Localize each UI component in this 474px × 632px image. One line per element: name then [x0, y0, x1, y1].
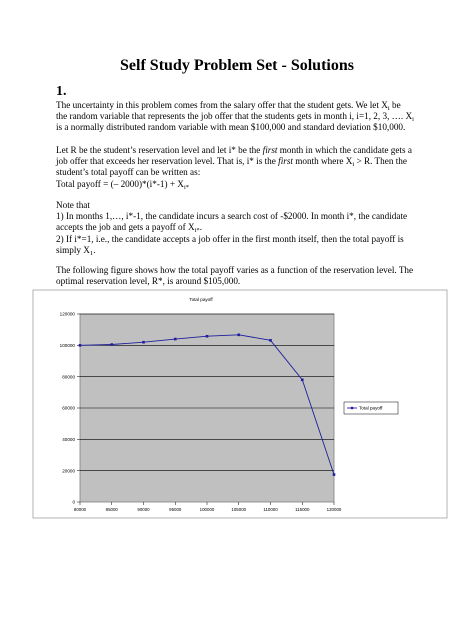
y-tick-label: 40000 [62, 436, 75, 442]
subscript: i [352, 161, 355, 169]
subscript: i [412, 116, 414, 124]
x-tick-label: 110000 [263, 507, 278, 512]
section-number: 1. [56, 84, 67, 99]
text-run: month in which the candidate gets a [277, 145, 412, 155]
data-point [206, 335, 209, 338]
text-line: 2) If i*=1, i.e., the candidate accepts a job offer in the first month itself, then the total payoff is [56, 233, 404, 244]
text-line [56, 156, 431, 167]
paragraph-figure-intro [56, 265, 431, 287]
text-run: the random variable that represents the job offer that the students gets in month i, i=1, 2, 3, …. X [56, 111, 413, 122]
text-line [56, 222, 431, 233]
text-line: is a normally distributed random variable with mean $100,000 and standard deviation $10,000. [56, 122, 406, 133]
y-tick-label: 20000 [62, 468, 75, 474]
paragraph-uncertainty [56, 100, 431, 134]
paragraph-note [56, 200, 431, 256]
text-run: . [199, 222, 202, 233]
y-tick-label: 100000 [59, 342, 75, 348]
chart-svg [30, 288, 450, 520]
data-point [333, 473, 336, 476]
subscript: 1 [89, 249, 94, 257]
emphasis: first [278, 156, 293, 167]
data-point [79, 344, 82, 347]
text-run: job offer that exceeds her reservation level. That is, i* is the [56, 156, 279, 167]
y-tick-label: 0 [72, 499, 75, 505]
data-point [110, 343, 113, 346]
text-line: optimal reservation level, R*, is around $105,000. [56, 276, 241, 287]
data-point [301, 379, 304, 382]
data-point [142, 341, 145, 344]
text-line: 1) In months 1,…, i*-1, the candidate incurs a search cost of -$2000. In month i*, the candidate [56, 211, 408, 222]
text-run: accepts the job and gets a payoff of X [56, 222, 195, 233]
page-title: Self Study Problem Set - Solutions [120, 57, 354, 74]
text-line: The following figure shows how the total payoff varies as a function of the reservation level. The [56, 265, 414, 275]
text-line: Note that [56, 200, 90, 210]
x-tick-label: 80000 [73, 507, 87, 512]
formula-line [56, 179, 431, 190]
subscript: i* [183, 183, 190, 191]
y-tick-label: 60000 [62, 405, 75, 411]
text-run: > R. Then the [354, 156, 407, 167]
y-tick-label: 120000 [59, 311, 75, 317]
x-tick-label: 95000 [169, 507, 182, 512]
text-line [56, 111, 431, 122]
paragraph-reservation-level [56, 145, 431, 190]
x-tick-label: 120000 [326, 507, 342, 512]
x-tick-label: 105000 [231, 507, 247, 512]
text-line [56, 245, 431, 256]
text-run: month where X [292, 156, 353, 167]
text-run: simply X [56, 244, 90, 255]
text-run: Total payoff = (– 2000)*(i*-1) + X [56, 178, 184, 189]
payoff-chart [30, 288, 450, 520]
x-tick-label: 115000 [295, 507, 310, 512]
text-line: student’s total payoff can be written as: [56, 167, 201, 178]
legend-label: Total payoff [359, 405, 383, 411]
subscript: i [387, 105, 390, 112]
emphasis: first [262, 145, 278, 155]
text-line [56, 100, 431, 111]
text-line [56, 145, 431, 156]
text-run: . [93, 244, 96, 255]
chart-title: Total payoff [189, 297, 213, 302]
data-point [174, 338, 177, 341]
text-run: Let R be the student’s reservation level and let i* be the [56, 145, 263, 155]
text-run: be [389, 100, 401, 110]
data-point [237, 334, 240, 337]
x-tick-label: 85000 [105, 507, 118, 512]
text-run: The uncertainty in this problem comes from the salary offer that the student gets. We let X [56, 100, 388, 110]
y-tick-label: 80000 [62, 374, 75, 380]
x-tick-label: 90000 [137, 507, 150, 512]
legend-swatch-marker [351, 407, 353, 409]
x-tick-label: 100000 [199, 507, 215, 512]
subscript: i* [194, 227, 200, 235]
data-point [269, 339, 272, 342]
